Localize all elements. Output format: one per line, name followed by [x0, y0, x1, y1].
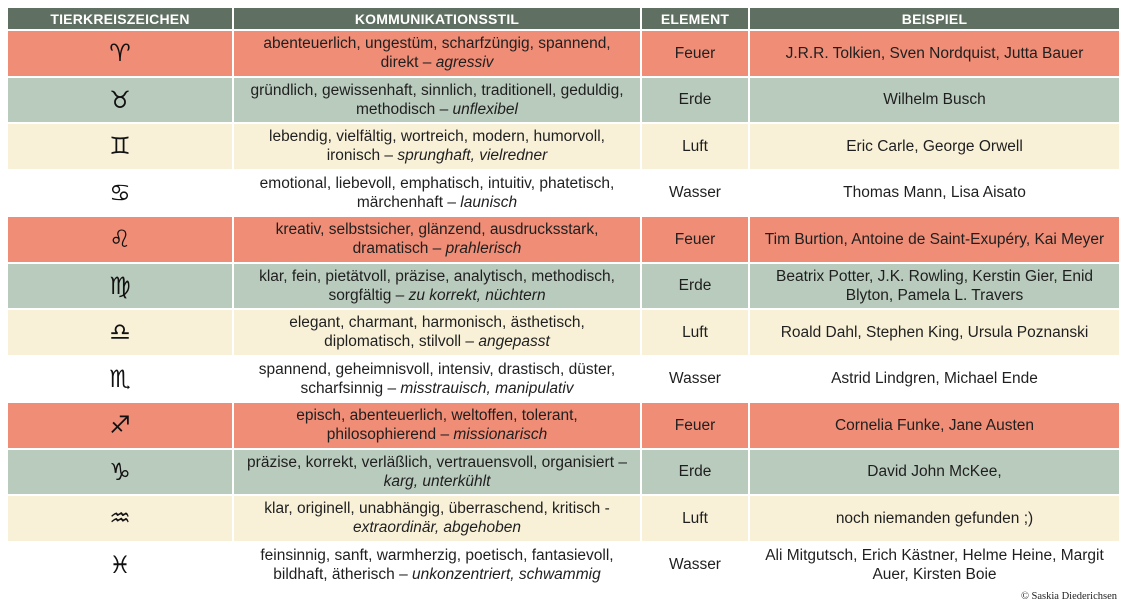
traits-text: feinsinnig, sanft, warmherzig, poetisch, fantasievoll, bildhaft, ätherisch – [260, 546, 614, 583]
header-beispiel: BEISPIEL [901, 10, 968, 27]
traits-text: spannend, geheimnisvoll, intensiv, drastisch, düster, scharfsinnig – [258, 360, 616, 397]
examples-cell: noch niemanden gefunden ;) [835, 509, 1034, 527]
zodiac-sign-cell [8, 78, 234, 123]
communication-style-text [244, 453, 630, 491]
examples-cell: Beatrix Potter, J.K. Rowling, Kerstin Gier, Enid Blyton, Pamela L. Travers [775, 267, 1094, 304]
sagittarius-icon: ♐︎ [109, 411, 131, 440]
table-row [8, 403, 1119, 450]
communication-style-text [244, 220, 630, 258]
negative-trait-text: launisch [460, 193, 518, 211]
aries-icon: ♈︎ [109, 39, 131, 68]
capricorn-icon: ♑︎ [109, 457, 131, 486]
table-row [8, 543, 1119, 590]
communication-style-cell [234, 496, 642, 541]
traits-text: präzise, korrekt, verläßlich, vertrauensvoll, organisiert – [247, 453, 627, 471]
zodiac-sign-cell [8, 543, 234, 588]
communication-style-text [244, 267, 630, 305]
element-cell: Erde [642, 264, 750, 309]
examples-cell: J.R.R. Tolkien, Sven Nordquist, Jutta Bauer [785, 44, 1084, 62]
header-tierkreiszeichen: TIERKREISZEICHEN [8, 8, 234, 29]
element-cell: Feuer [642, 217, 750, 262]
scorpio-icon: ♏︎ [109, 364, 131, 393]
communication-style-cell [234, 171, 642, 216]
communication-style-text [244, 174, 630, 212]
communication-style-text [244, 499, 630, 537]
communication-style-text [244, 360, 630, 398]
element-cell: Wasser [642, 543, 750, 588]
traits-text: lebendig, vielfältig, wortreich, modern, humorvoll, ironisch – [269, 128, 605, 165]
traits-text: gründlich, gewissenhaft, sinnlich, traditionell, geduldig, methodisch – [250, 81, 624, 118]
traits-text: emotional, liebevoll, emphatisch, intuitiv, phatetisch, märchenhaft – [259, 174, 615, 211]
pisces-icon: ♓︎ [109, 550, 131, 579]
communication-style-text [244, 127, 630, 165]
communication-style-cell [234, 31, 642, 76]
cancer-icon: ♋︎ [109, 178, 131, 207]
taurus-icon: ♉︎ [109, 85, 131, 114]
table-row [8, 357, 1119, 404]
table-row [8, 124, 1119, 171]
gemini-icon: ♊︎ [109, 132, 131, 161]
element-cell: Wasser [642, 171, 750, 216]
zodiac-sign-cell [8, 171, 234, 216]
element-cell: Feuer [642, 403, 750, 448]
negative-trait-text: unkonzentriert, schwammig [412, 565, 601, 583]
copyright-notice: © Saskia Diederichsen [1020, 591, 1117, 602]
element-cell: Wasser [642, 357, 750, 402]
examples-cell: Roald Dahl, Stephen King, Ursula Poznanski [780, 323, 1089, 341]
element-cell: Luft [642, 124, 750, 169]
communication-style-cell [234, 403, 642, 448]
table-row [8, 217, 1119, 264]
examples-cell: Cornelia Funke, Jane Austen [834, 416, 1035, 434]
traits-text: klar, fein, pietätvoll, präzise, analytisch, methodisch, sorgfältig – [259, 267, 615, 304]
table-row [8, 31, 1119, 78]
table-row [8, 450, 1119, 497]
examples-cell: Eric Carle, George Orwell [846, 137, 1023, 155]
communication-style-cell [234, 217, 642, 262]
traits-text: abenteuerlich, ungestüm, scharfzüngig, spannend, direkt – [263, 35, 611, 72]
zodiac-sign-cell [8, 496, 234, 541]
communication-style-cell [234, 450, 642, 495]
examples-cell: Wilhelm Busch [883, 91, 986, 109]
element-cell: Erde [642, 450, 750, 495]
communication-style-cell [234, 78, 642, 123]
element-cell: Luft [642, 496, 750, 541]
negative-trait-text: prahlerisch [445, 240, 522, 258]
communication-style-text [244, 406, 630, 444]
zodiac-sign-cell [8, 124, 234, 169]
negative-trait-text: sprunghaft, vielredner [397, 147, 548, 165]
communication-style-text [244, 81, 630, 119]
libra-icon: ♎︎ [109, 318, 131, 347]
communication-style-text [244, 546, 630, 584]
virgo-icon: ♍︎ [109, 271, 131, 300]
table-row [8, 171, 1119, 218]
table-header [8, 8, 1119, 31]
communication-style-cell [234, 264, 642, 309]
zodiac-sign-cell [8, 403, 234, 448]
negative-trait-text: unflexibel [452, 100, 518, 118]
table-body [8, 31, 1119, 589]
header-kommunikationsstil: KOMMUNIKATIONSSTIL [234, 8, 642, 29]
zodiac-sign-cell [8, 217, 234, 262]
traits-text: episch, abenteuerlich, weltoffen, tolerant, philosophierend – [296, 407, 578, 444]
traits-text: klar, originell, unabhängig, überraschend, kritisch - [264, 500, 610, 518]
element-cell: Luft [642, 310, 750, 355]
table-row [8, 496, 1119, 543]
negative-trait-text: zu korrekt, nüchtern [408, 286, 546, 304]
zodiac-sign-cell [8, 310, 234, 355]
negative-trait-text: missionarisch [453, 426, 548, 444]
table-row [8, 310, 1119, 357]
communication-style-cell [234, 357, 642, 402]
communication-style-cell [234, 543, 642, 588]
communication-style-cell [234, 310, 642, 355]
zodiac-sign-cell [8, 357, 234, 402]
negative-trait-text: agressiv [435, 54, 494, 72]
communication-style-text [244, 34, 630, 72]
header-element: ELEMENT [642, 8, 750, 29]
zodiac-table [8, 8, 1119, 589]
traits-text: elegant, charmant, harmonisch, ästhetisch, diplomatisch, stilvoll – [289, 314, 585, 351]
element-cell: Feuer [642, 31, 750, 76]
zodiac-sign-cell [8, 264, 234, 309]
table-row [8, 264, 1119, 311]
negative-trait-text: misstrauisch, manipulativ [400, 379, 574, 397]
negative-trait-text: extraordinär, abgehoben [352, 519, 522, 537]
zodiac-sign-cell [8, 450, 234, 495]
communication-style-cell [234, 124, 642, 169]
examples-cell: Astrid Lindgren, Michael Ende [831, 370, 1038, 388]
zodiac-sign-cell [8, 31, 234, 76]
negative-trait-text: angepasst [478, 333, 550, 351]
table-row [8, 78, 1119, 125]
aquarius-icon: ♒︎ [109, 504, 131, 533]
examples-cell: David John McKee, [867, 463, 1002, 481]
negative-trait-text: karg, unterkühlt [383, 472, 491, 490]
examples-cell: Tim Burtion, Antoine de Saint-Exupéry, Kai Meyer [764, 230, 1105, 248]
communication-style-text [244, 313, 630, 351]
element-cell: Erde [642, 78, 750, 123]
examples-cell: Thomas Mann, Lisa Aisato [843, 184, 1026, 202]
traits-text: kreativ, selbstsicher, glänzend, ausdrucksstark, dramatisch – [275, 221, 599, 258]
examples-cell: Ali Mitgutsch, Erich Kästner, Helme Heine, Margit Auer, Kirsten Boie [765, 546, 1104, 583]
leo-icon: ♌︎ [109, 225, 131, 254]
